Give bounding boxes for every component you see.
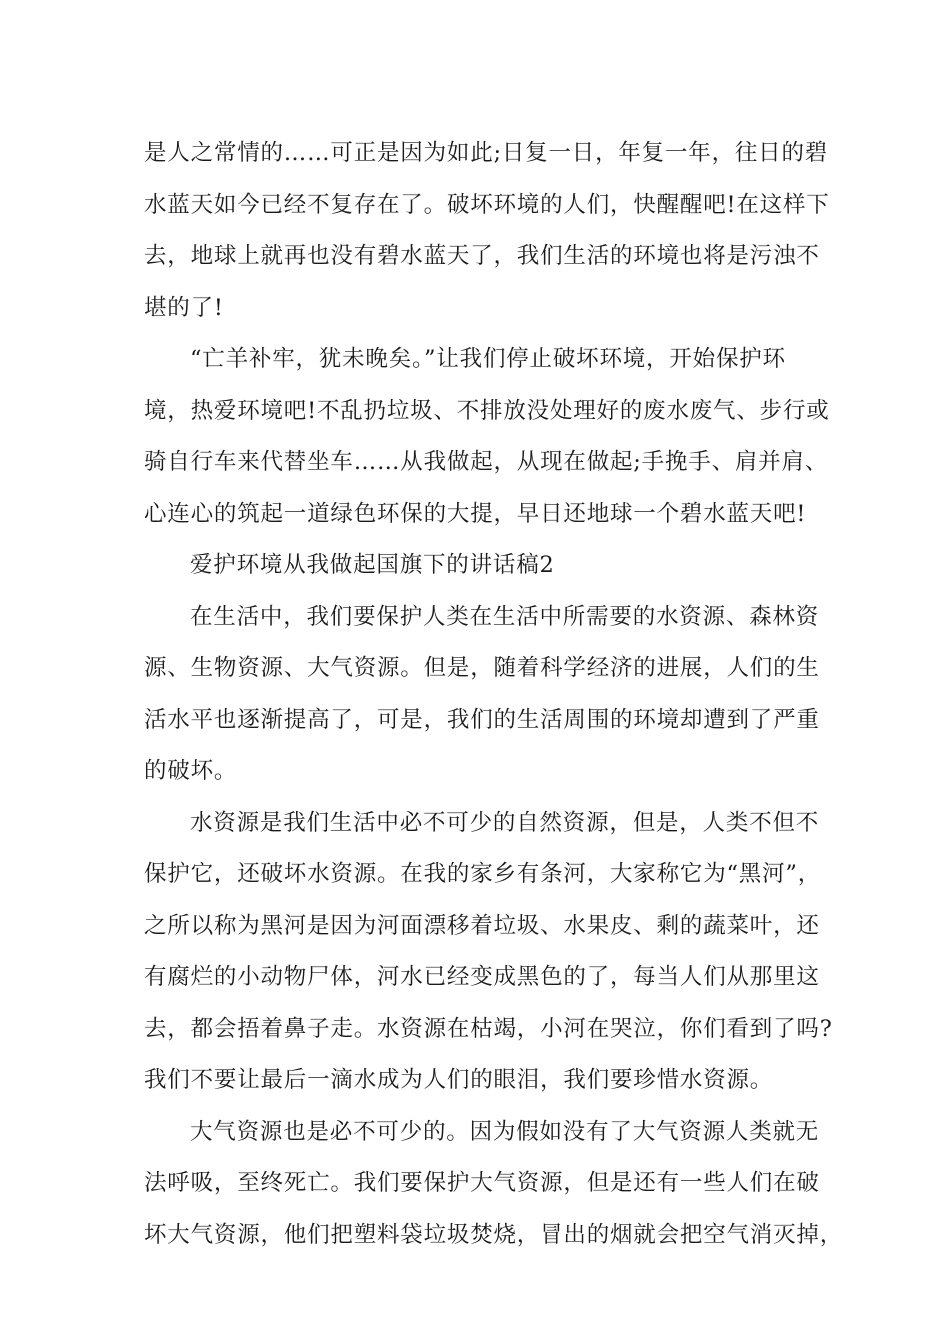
paragraph-5 xyxy=(144,1107,844,1262)
paragraph-line: 保护它，还破坏水资源。在我的家乡有条河，大家称它为“黑河”， xyxy=(144,861,822,887)
paragraph-line: 之所以称为黑河是因为河面漂移着垃圾、水果皮、剩的蔬菜叶，还 xyxy=(144,912,820,939)
paragraph-line: 水资源是我们生活中必不可少的自然资源，但是，人类不但不 xyxy=(190,809,820,836)
paragraph-line: 源、生物资源、大气资源。但是，随着科学经济的进展，人们的生 xyxy=(144,655,820,681)
paragraph-line: 堪的了! xyxy=(144,294,224,321)
paragraph-1 xyxy=(144,128,844,334)
paragraph-line: 我们不要让最后一滴水成为人们的眼泪，我们要珍惜水资源。 xyxy=(144,1067,774,1093)
paragraph-line: 在生活中，我们要保护人类在生活中所需要的水资源、森林资 xyxy=(190,603,820,630)
paragraph-line: 坏大气资源，他们把塑料袋垃圾焚烧，冒出的烟就会把空气消灭掉， xyxy=(144,1221,844,1248)
paragraph-line: 有腐烂的小动物尸体，河水已经变成黑色的了，每当人们从那里这 xyxy=(144,964,820,990)
paragraph-line: 是人之常情的……可正是因为如此;日复一日，年复一年，往日的碧 xyxy=(144,140,829,166)
paragraph-line: 心连心的筑起一道绿色环保的大提，早日还地球一个碧水蓝天吧! xyxy=(144,500,807,527)
section-heading: 爱护环境从我做起国旗下的讲话稿2 xyxy=(190,552,555,578)
paragraph-line: 去，都会捂着鼻子走。水资源在枯竭，小河在哭泣，你们看到了吗? xyxy=(144,1015,833,1042)
paragraph-line: “亡羊补牢，犹未晚矣。”让我们停止破坏环境，开始保护环 xyxy=(190,346,786,372)
document-body xyxy=(144,128,844,1261)
paragraph-line: 的破坏。 xyxy=(144,758,238,784)
paragraph-line: 境，热爱环境吧!不乱扔垃圾、不排放没处理好的废水废气、步行或 xyxy=(144,397,830,424)
paragraph-2 xyxy=(144,334,844,540)
paragraph-4 xyxy=(144,798,844,1107)
paragraph-3 xyxy=(144,592,844,798)
paragraph-line: 活水平也逐渐提高了，可是，我们的生活周围的环境却遭到了严重 xyxy=(144,706,820,733)
paragraph-line: 去，地球上就再也没有碧水蓝天了，我们生活的环境也将是污浊不 xyxy=(144,243,820,269)
paragraph-line: 大气资源也是必不可少的。因为假如没有了大气资源人类就无 xyxy=(190,1118,820,1145)
paragraph-line: 骑自行车来代替坐车……从我做起，从现在做起;手挽手、肩并肩、 xyxy=(144,449,829,475)
paragraph-line: 水蓝天如今已经不复存在了。破坏环境的人们，快醒醒吧!在这样下 xyxy=(144,191,830,218)
paragraph-line: 法呼吸，至终死亡。我们要保护大气资源，但是还有一些人们在破 xyxy=(144,1170,820,1196)
